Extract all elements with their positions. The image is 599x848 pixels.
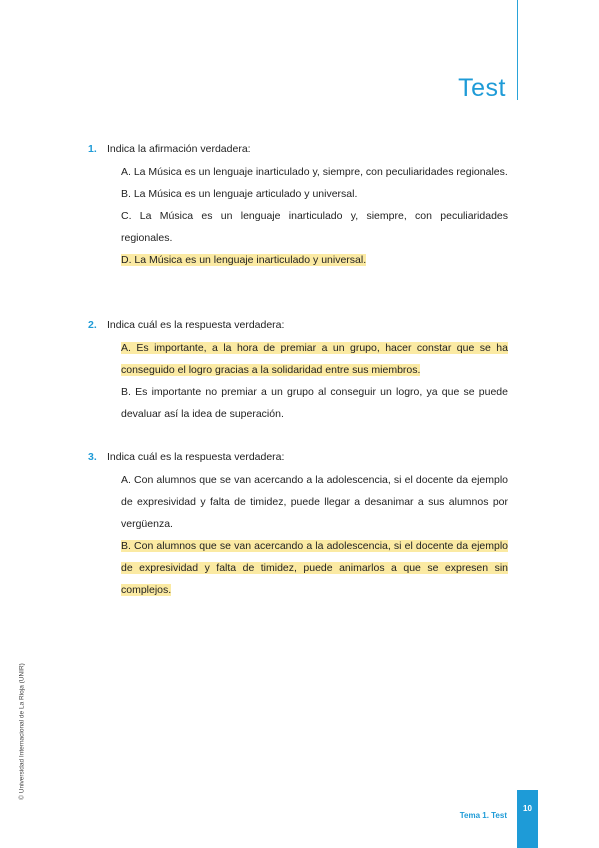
answer-option-b [121,381,508,425]
page-number: 10 [523,804,532,813]
answer-option-a [121,161,508,183]
highlighted-answer-text: A. Es importante, a la hora de premiar a un grupo, hacer constar que se ha conseguido el logro gracias a la solidaridad entre sus miembros. [121,342,508,376]
header-rule [517,0,518,100]
page-title: Test [458,74,506,102]
footer-section-label: Tema 1. Test [459,811,507,820]
answer-option-b [121,183,508,205]
answer-option-a-correct [121,337,508,381]
answer-text: B. Es importante no premiar a un grupo al conseguir un logro, ya que se puede devaluar así la idea de superación. [121,386,508,420]
question-prompt: Indica cuál es la respuesta verdadera: [107,319,285,331]
question-number: 3. [88,451,97,463]
copyright-notice: © Universidad Internacional de La Rioja (UNIR) [18,663,26,800]
question-number: 2. [88,319,97,331]
question-3 [88,446,508,601]
answer-text: B. La Música es un lenguaje articulado y universal. [121,188,358,200]
answer-option-b-correct [121,535,508,601]
highlighted-answer-text: B. Con alumnos que se van acercando a la adolescencia, si el docente da ejemplo de expresividad y falta de timidez, puede animarlos a que se expresen sin complejos. [121,540,508,596]
answer-text: C. La Música es un lenguaje inarticulado y, siempre, con peculiaridades regionales. [121,210,508,244]
question-prompt: Indica cuál es la respuesta verdadera: [107,451,285,463]
answer-text: A. Con alumnos que se van acercando a la adolescencia, si el docente da ejemplo de expresividad y falta de timidez, puede llegar a desanimar a sus alumnos por vergüenza. [121,474,508,530]
question-number: 1. [88,143,97,155]
page-number-tab [517,790,538,848]
highlighted-answer-text: D. La Música es un lenguaje inarticulado y universal. [121,254,367,266]
question-1 [88,138,508,271]
answer-option-a [121,469,508,535]
question-2 [88,314,508,425]
question-prompt: Indica la afirmación verdadera: [107,143,251,155]
answer-text: A. La Música es un lenguaje inarticulado y, siempre, con peculiaridades regionales. [121,166,508,178]
answer-option-c [121,205,508,249]
answer-option-d-correct [121,249,508,271]
